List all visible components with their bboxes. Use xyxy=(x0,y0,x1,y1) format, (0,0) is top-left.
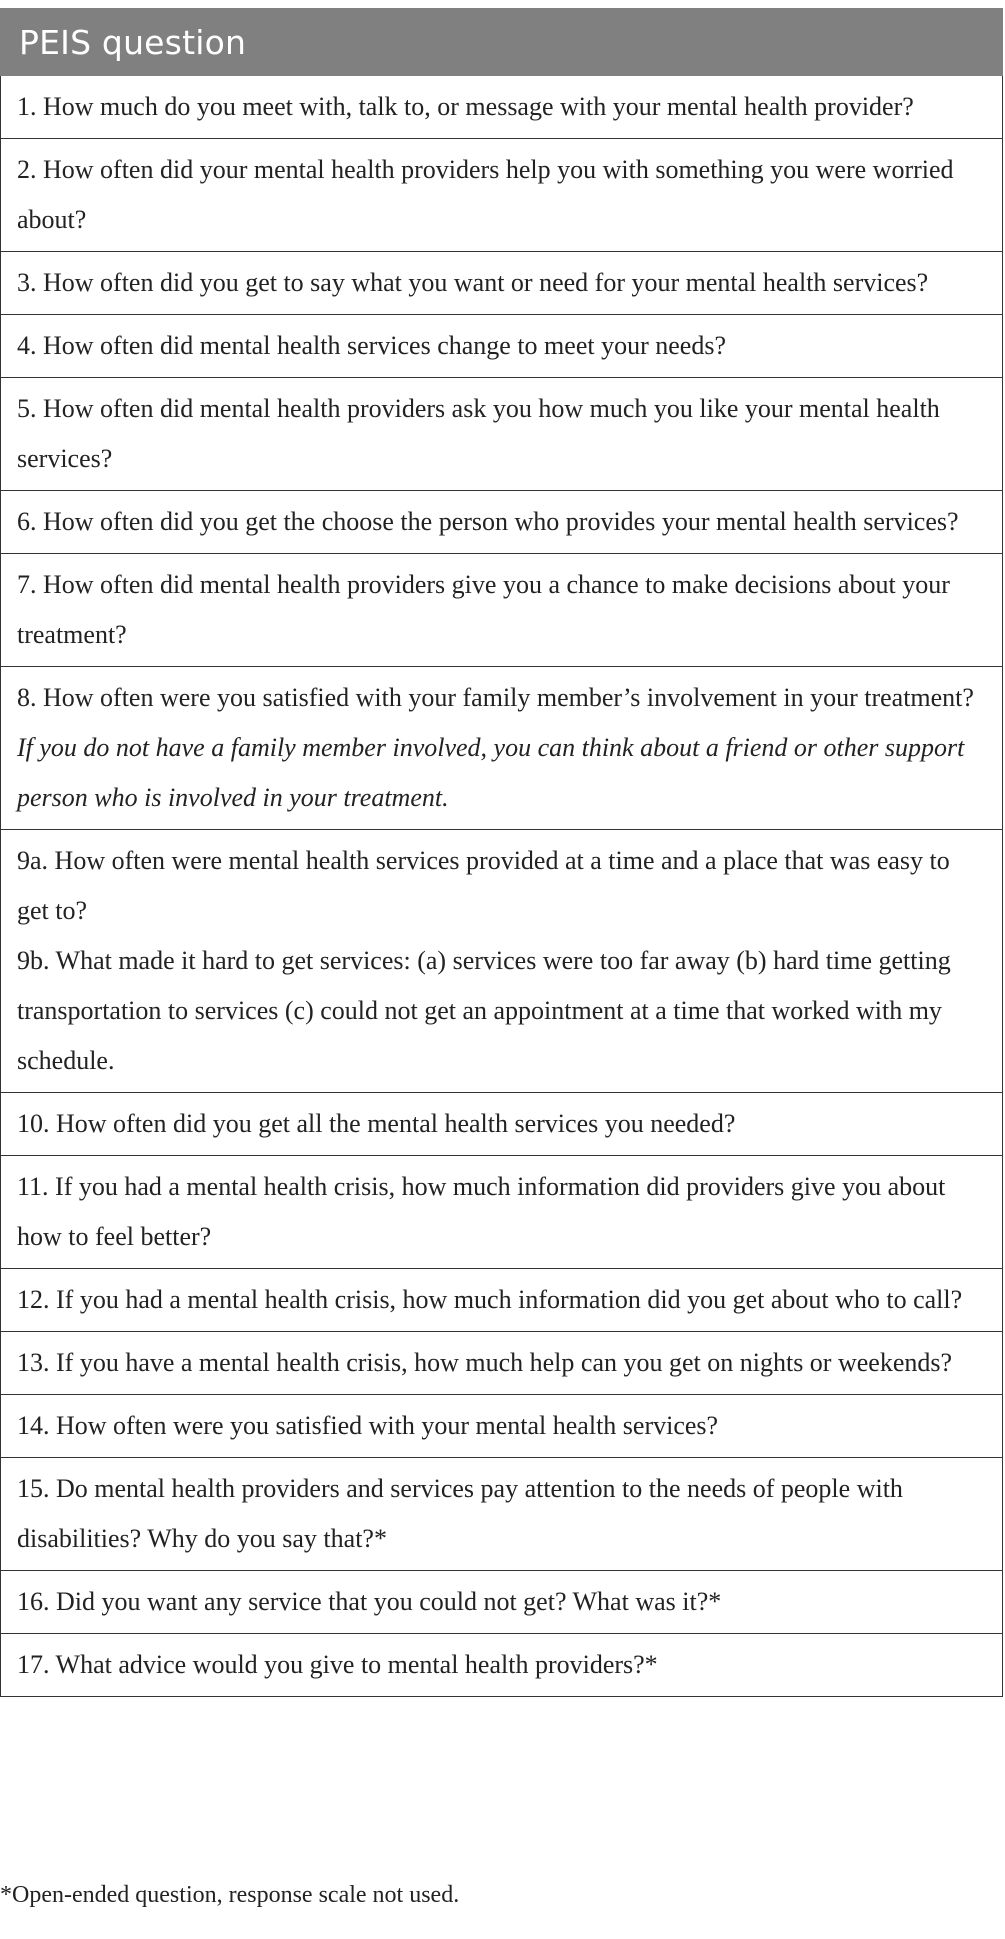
table-row xyxy=(0,554,1003,667)
column-header-peis-question: PEIS question xyxy=(19,22,247,62)
question-text: 13. If you have a mental health crisis, how much help can you get on nights or weekends? xyxy=(17,1348,953,1377)
question-text: 3. How often did you get to say what you want or need for your mental health services? xyxy=(17,268,929,297)
question-text: 14. How often were you satisfied with your mental health services? xyxy=(17,1411,719,1440)
table-row xyxy=(0,252,1003,315)
question-text: 12. If you had a mental health crisis, how much information did you get about who to call? xyxy=(17,1285,963,1314)
table-row xyxy=(0,1395,1003,1458)
table-header xyxy=(0,8,1003,76)
table-row xyxy=(0,139,1003,252)
table-row xyxy=(0,1634,1003,1697)
question-subtext: 9b. What made it hard to get services: (a) services were too far away (b) hard time getting transportation to services (c) could not get an appointment at a time that worked with my schedule. xyxy=(17,946,951,1075)
peis-question-table xyxy=(0,8,1003,1697)
question-text: 4. How often did mental health services change to meet your needs? xyxy=(17,331,726,360)
table-row xyxy=(0,1332,1003,1395)
table-row xyxy=(0,1093,1003,1156)
question-text: 6. How often did you get the choose the person who provides your mental health services? xyxy=(17,507,959,536)
table-row xyxy=(0,830,1003,1093)
question-text: 2. How often did your mental health providers help you with something you were worried about? xyxy=(17,155,954,234)
question-text: 10. How often did you get all the mental health services you needed? xyxy=(17,1109,736,1138)
table-row xyxy=(0,378,1003,491)
table-row xyxy=(0,1458,1003,1571)
question-text: 16. Did you want any service that you could not get? What was it?* xyxy=(17,1587,722,1616)
question-text: 9a. How often were mental health services provided at a time and a place that was easy to get to? xyxy=(17,846,950,925)
table-row xyxy=(0,1571,1003,1634)
question-text: 1. How much do you meet with, talk to, or message with your mental health provider? xyxy=(17,92,914,121)
table-row xyxy=(0,315,1003,378)
question-text: 8. How often were you satisfied with your family member’s involvement in your treatment? xyxy=(17,683,974,712)
question-text: 17. What advice would you give to mental health providers?* xyxy=(17,1650,658,1679)
question-text: 5. How often did mental health providers ask you how much you like your mental health services? xyxy=(17,394,940,473)
table-row xyxy=(0,1156,1003,1269)
table-footnote: *Open-ended question, response scale not used. xyxy=(0,1882,460,1908)
question-text: 7. How often did mental health providers give you a chance to make decisions about your treatment? xyxy=(17,570,950,649)
question-text: 11. If you had a mental health crisis, how much information did providers give you about how to feel better? xyxy=(17,1172,946,1251)
table-row xyxy=(0,667,1003,830)
question-note: If you do not have a family member involved, you can think about a friend or other support person who is involved in your treatment. xyxy=(17,733,965,812)
question-text: 15. Do mental health providers and services pay attention to the needs of people with disabilities? Why do you say that?* xyxy=(17,1474,903,1553)
table-row xyxy=(0,76,1003,139)
table-row xyxy=(0,491,1003,554)
table-row xyxy=(0,1269,1003,1332)
